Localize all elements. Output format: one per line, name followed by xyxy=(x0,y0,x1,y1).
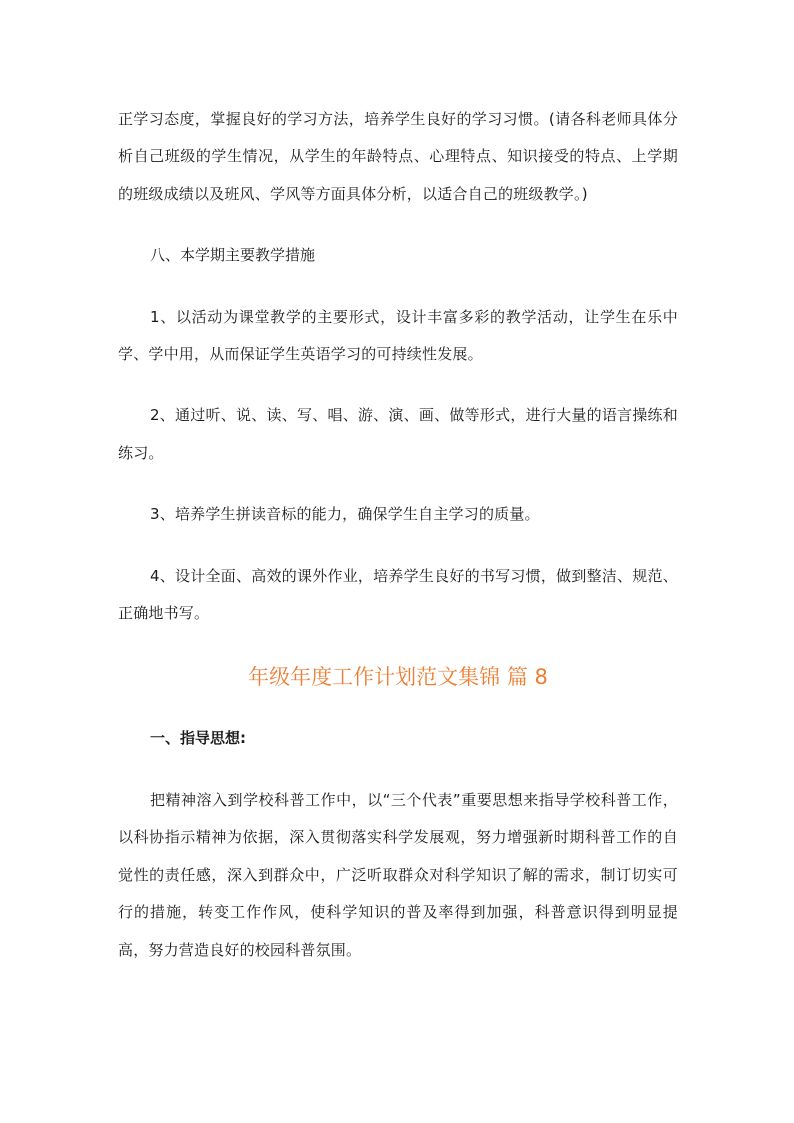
guiding-thought-paragraph: 把精神溶入到学校科普工作中，以“三个代表”重要思想来指导学校科普工作，以科协指示精神为依据，深入贯彻落实科学发展观，努力增强新时期科普工作的自觉性的责任感，深入到群众中，广泛听取群众对科学知识了解的需求，制订切实可行的措施，转变工作作风，使科学知识的普及率得到加强，科普意识得到明显提高，努力营造良好的校园科普氛围。 xyxy=(118,790,678,959)
measure-item-3: 3、培养学生拼读音标的能力，确保学生自主学习的质量。 xyxy=(150,505,540,524)
section-title: 年级年度工作计划范文集锦 篇 8 xyxy=(248,665,548,690)
section-heading-eight: 八、本学期主要教学措施 xyxy=(150,246,316,265)
measure-item-4: 4、设计全面、高效的课外作业，培养学生良好的书写习惯，做到整洁、规范、正确地书写。 xyxy=(118,566,678,623)
measure-item-2: 2、通过听、说、读、写、唱、游、演、画、做等形式，进行大量的语言操练和练习。 xyxy=(118,406,678,462)
measure-item-1: 1、以活动为课堂教学的主要形式，设计丰富多彩的教学活动，让学生在乐中学、学中用，从而保证学生英语学习的可持续性发展。 xyxy=(118,307,678,364)
guiding-thought-heading: 一、指导思想: xyxy=(150,729,246,748)
continuation-paragraph: 正学习态度，掌握良好的学习方法，培养学生良好的学习习惯。(请各科老师具体分析自己班级的学生情况，从学生的年龄特点、心理特点、知识接受的特点、上学期的班级成绩以及班风、学风等方面具体分析，以适合自己的班级教学。) xyxy=(118,110,678,203)
document-content xyxy=(118,101,678,969)
